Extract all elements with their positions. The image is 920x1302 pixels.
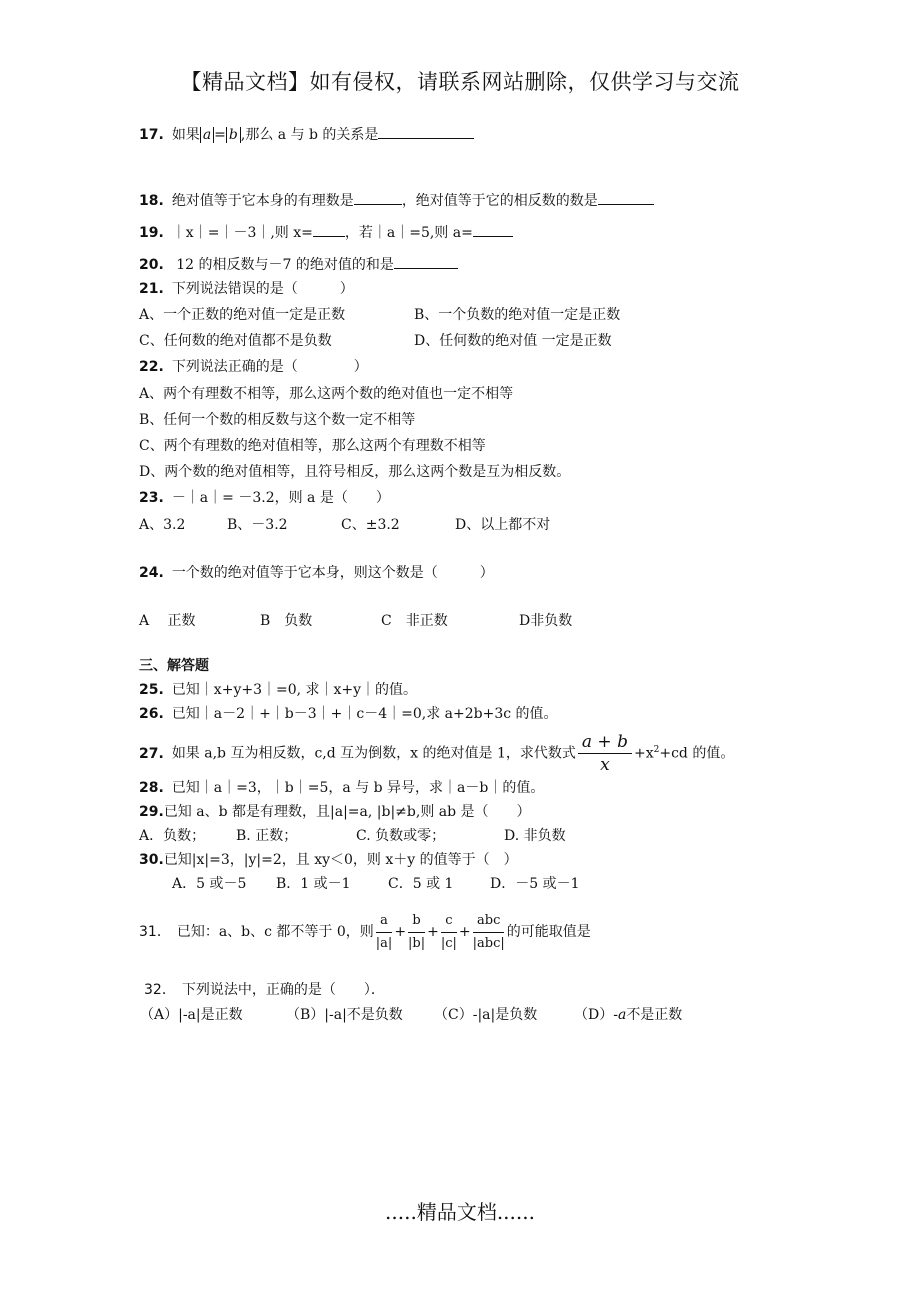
q28-text: 已知｜a｜=3，｜b｜=5，a 与 b 异号，求｜a－b｜的值。: [171, 780, 545, 796]
question-number: 28.: [139, 780, 164, 796]
question-number: 29.: [139, 804, 164, 820]
question-31: [139, 906, 591, 962]
option-d: D. 非负数: [504, 828, 566, 844]
question-number: 22.: [139, 359, 164, 375]
question-19: [139, 222, 513, 243]
option-a: A、一个正数的绝对值一定是正数: [139, 307, 346, 323]
q27-text: 如果 a,b 互为相反数，c,d 互为倒数，x 的绝对值是 1，求代数式: [171, 745, 576, 762]
q27-tail-post: +cd 的值。: [659, 745, 735, 762]
option-d: D非负数: [519, 613, 573, 629]
question-18: [139, 190, 654, 211]
q23-options: [139, 515, 550, 535]
q18-text1: 绝对值等于它本身的有理数是: [171, 193, 354, 209]
question-number: 27.: [139, 745, 164, 762]
option-a: A、3.2: [139, 517, 186, 533]
question-number: 21.: [139, 281, 164, 297]
question-number: 24.: [139, 565, 164, 581]
option-b: B 负数: [260, 613, 313, 629]
question-21: [139, 279, 354, 299]
q20-text: 12 的相反数与－7 的绝对值的和是: [171, 257, 394, 273]
answer-blank: [598, 190, 654, 205]
question-32: [144, 980, 385, 1000]
option-a: A．5 或－5: [172, 876, 247, 892]
option-d: D．－5 或－1: [490, 876, 580, 892]
option-d-text: 不是正数: [626, 1007, 683, 1023]
fraction-c: [441, 912, 457, 953]
q21-options-ab: [139, 305, 620, 325]
question-29: [139, 802, 531, 822]
q22-option-b: B、任何一个数的相反数与这个数一定不相等: [139, 412, 416, 428]
question-22: [139, 357, 368, 377]
question-number: 23.: [139, 490, 164, 506]
q25-text: 已知｜x+y+3｜=0, 求｜x+y｜的值。: [171, 682, 418, 698]
option-a: A 正数: [139, 613, 196, 629]
question-20: [139, 254, 458, 275]
q18-text2: ，绝对值等于它的相反数的数是: [401, 193, 598, 209]
question-number: 18.: [139, 193, 164, 209]
q31-pre: 已知：a、b、c 都不等于 0，则: [176, 924, 374, 940]
q19-text1: ｜x｜=｜－3｜,则 x=: [171, 225, 313, 241]
option-b: B．1 或－1: [276, 876, 351, 892]
question-17: [139, 124, 474, 145]
q29-options: [139, 826, 566, 846]
fraction-a: [376, 912, 393, 953]
question-number: 26.: [139, 706, 164, 722]
question-number: 32．: [144, 982, 176, 998]
fraction-numerator: b: [408, 912, 424, 933]
fraction-numerator: abc: [473, 912, 504, 933]
fraction-denominator: |a|: [375, 935, 393, 951]
q17-pre: 如果: [171, 127, 200, 143]
option-b: （B）|-a|不是负数: [286, 1007, 403, 1023]
question-number: 25.: [139, 682, 164, 698]
answer-blank: [378, 124, 474, 139]
q22-stem: 下列说法正确的是（ ）: [171, 359, 368, 375]
question-number: 20.: [139, 257, 164, 273]
question-30: [139, 850, 518, 870]
q26-text: 已知｜a－2｜+｜b－3｜+｜c－4｜=0,求 a+2b+3c 的值。: [171, 706, 558, 722]
question-26: [139, 704, 558, 724]
plus-sign: +: [427, 924, 439, 940]
fraction-abc: [473, 912, 505, 953]
answer-blank: [354, 190, 402, 205]
question-27: [139, 728, 734, 776]
q19-text2: ，若｜a｜=5,则 a=: [344, 225, 473, 241]
fraction-denominator: |abc|: [472, 935, 505, 951]
fraction-numerator: a + b: [578, 733, 632, 754]
q29-stem: 已知 a、b 都是有理数，且|a|=a, |b|≠b,则 ab 是（ ）: [163, 804, 531, 820]
question-number: 31．: [139, 924, 171, 940]
option-a: （A）|-a|是正数: [140, 1007, 243, 1023]
option-c: C 非正数: [381, 613, 448, 629]
plus-sign: +: [458, 924, 471, 940]
fraction-denominator: x: [600, 755, 610, 776]
math-variable: -a: [613, 1007, 627, 1023]
fraction-numerator: c: [441, 912, 456, 933]
q21-stem: 下列说法错误的是（ ）: [171, 281, 354, 297]
option-c: （C）-|a|是负数: [434, 1007, 538, 1023]
q21-options-cd: [139, 331, 612, 351]
option-b: B、一个负数的绝对值一定是正数: [414, 307, 621, 323]
q22-option-c: C、两个有理数的绝对值相等，那么这两个有理数不相等: [139, 438, 486, 454]
q31-post: 的可能取值是: [506, 924, 591, 940]
option-d: [574, 1005, 682, 1025]
option-d: D、以上都不对: [455, 517, 551, 533]
abs-b: b: [226, 127, 241, 143]
q17-post: ,那么 a 与 b 的关系是: [240, 127, 379, 143]
fraction-a-plus-b-over-x: [578, 733, 632, 774]
section-heading: 三、解答题: [139, 658, 209, 674]
q30-stem: 已知|x|=3，|y|=2，且 xy＜0，则 x＋y 的值等于（ ）: [163, 852, 518, 868]
question-number: 19.: [139, 225, 164, 241]
option-a: A．负数；: [139, 828, 206, 844]
page-header: 【精品文档】如有侵权，请联系网站删除，仅供学习与交流: [180, 70, 740, 94]
answer-blank: [394, 254, 458, 269]
option-b: B. 正数；: [236, 828, 298, 844]
page-footer: .....精品文档......: [385, 1200, 535, 1224]
option-d: D、任何数的绝对值 一定是正数: [414, 333, 612, 349]
abs-a: a: [200, 127, 214, 143]
q27-tail-pre: +x: [633, 745, 654, 762]
q24-options: [139, 611, 572, 631]
option-c: C、任何数的绝对值都不是负数: [139, 333, 332, 349]
q17-eq: =: [214, 127, 226, 143]
q22-option-d: D、两个数的绝对值相等，且符号相反，那么这两个数是互为相反数。: [139, 464, 571, 480]
superscript: 2: [653, 745, 660, 755]
question-25: [139, 680, 417, 700]
option-c: C．5 或 1: [388, 876, 454, 892]
fraction-numerator: a: [376, 912, 392, 933]
q24-stem: 一个数的绝对值等于它本身，则这个数是（ ）: [171, 565, 494, 581]
plus-sign: +: [394, 924, 407, 940]
q32-stem: 下列说法中，正确的是（ ）．: [181, 982, 385, 998]
option-b: B、－3.2: [227, 517, 288, 533]
question-number: 17.: [139, 127, 164, 143]
fraction-denominator: |b|: [408, 935, 426, 951]
option-d-label: （D）: [574, 1007, 614, 1023]
fraction-denominator: |c|: [440, 935, 457, 951]
option-c: C. 负数或零；: [356, 828, 446, 844]
question-24: [139, 563, 494, 583]
question-28: [139, 778, 544, 798]
answer-blank: [473, 222, 513, 237]
option-c: C、±3.2: [341, 517, 400, 533]
question-number: 30.: [139, 852, 164, 868]
q32-options: [140, 1005, 682, 1025]
answer-blank: [313, 222, 345, 237]
fraction-b: [408, 912, 425, 953]
q30-options: [172, 874, 580, 894]
q23-stem: －｜a｜= －3.2，则 a 是（ ）: [171, 490, 390, 506]
q22-option-a: A、两个有理数不相等，那么这两个数的绝对值也一定不相等: [139, 386, 514, 402]
question-23: [139, 488, 390, 508]
